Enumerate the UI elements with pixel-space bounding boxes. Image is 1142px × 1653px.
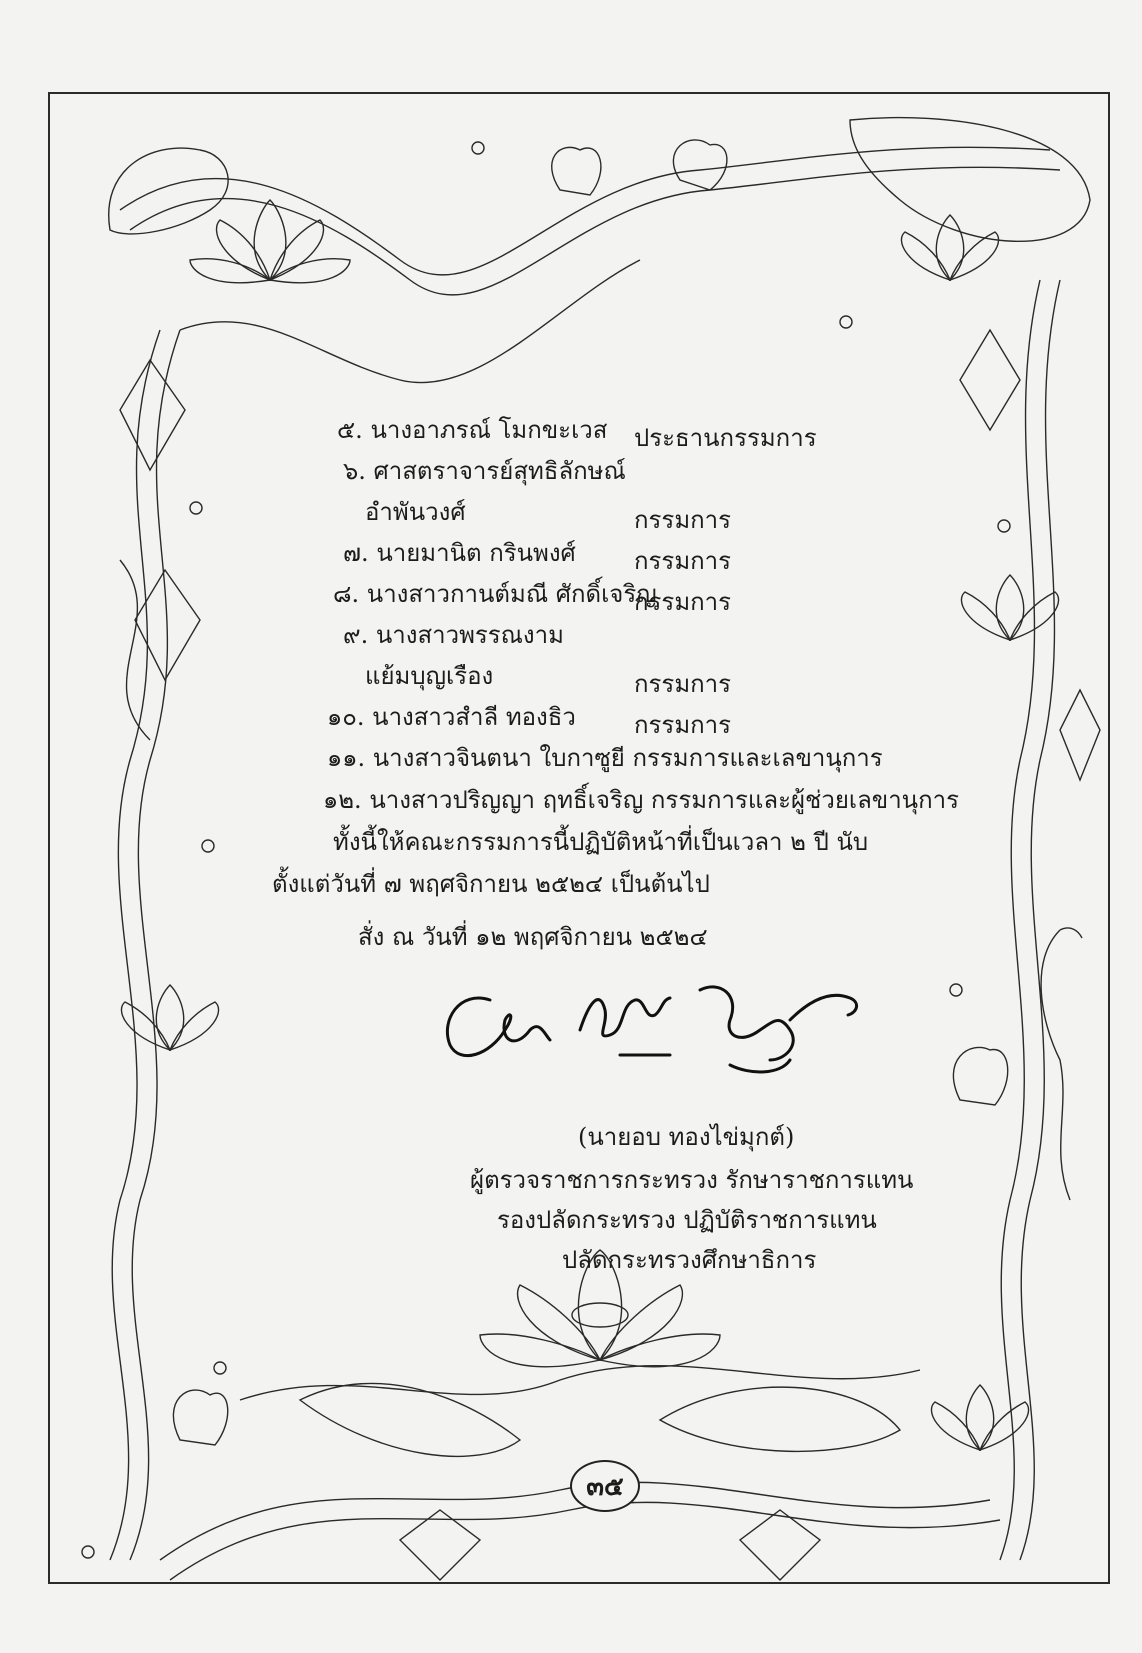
member-line-11 (327, 746, 883, 770)
member-line-6 (343, 459, 626, 483)
member-role: กรรมการ (634, 711, 732, 739)
member-number: ๑๑. (327, 744, 366, 772)
page-number: ๓๕ (570, 1460, 640, 1512)
member-line-9 (343, 623, 564, 647)
member-number: ๙. (343, 621, 369, 649)
member-name: ศาสตราจารย์สุทธิลักษณ์ (373, 457, 626, 485)
signatory-title-2: รองปลัดกระทรวง ปฏิบัติราชการแทน (497, 1206, 877, 1234)
member-role: ประธานกรรมการ (634, 424, 817, 452)
member-name: นางสาวจินตนา ใบกาซูยี กรรมการและเลขานุการ (372, 744, 883, 772)
member-number: ๑๒. (323, 786, 362, 814)
member-line-9-cont (365, 664, 493, 688)
member-name: นายมานิต กรินพงศ์ (376, 539, 576, 567)
member-line-5 (337, 418, 607, 442)
member-name: นางสาวปริญญา ฤทธิ์เจริญ กรรมการและผู้ช่วยเลขานุการ (369, 786, 959, 814)
member-name: นางสาวพรรณงาม (375, 621, 564, 649)
signatory-name: (นายอบ ทองไข่มุกต์) (578, 1123, 795, 1151)
member-line-10 (327, 705, 576, 729)
member-role: กรรมการ (634, 670, 732, 698)
member-line-8 (333, 582, 657, 606)
member-number: ๖. (343, 457, 366, 485)
member-name: นางอาภรณ์ โมกขะเวส (370, 416, 608, 444)
signatory-title-1: ผู้ตรวจราชการกระทรวง รักษาราชการแทน (470, 1166, 914, 1194)
member-number: ๕. (337, 416, 363, 444)
member-line-6-cont (365, 500, 466, 524)
signatory-title-3: ปลัดกระทรวงศึกษาธิการ (562, 1246, 817, 1274)
member-name: แย้มบุญเรือง (365, 662, 494, 690)
member-role: กรรมการ (634, 506, 732, 534)
member-number: ๑๐. (327, 703, 365, 731)
member-number: ๘. (333, 580, 360, 608)
member-line-12 (323, 788, 959, 812)
member-name: อำพันวงศ์ (365, 498, 466, 526)
member-line-7 (343, 541, 576, 565)
member-role: กรรมการ (634, 588, 732, 616)
handwritten-signature (430, 960, 910, 1090)
member-name: นางสาวกานต์มณี ศักดิ์เจริญ (366, 580, 657, 608)
order-date: สั่ง ณ วันที่ ๑๒ พฤศจิกายน ๒๕๒๔ (358, 923, 708, 951)
member-name: นางสาวสำลี ทองธิว (372, 703, 576, 731)
closing-line-2: ตั้งแต่วันที่ ๗ พฤศจิกายน ๒๕๒๔ เป็นต้นไป (272, 870, 710, 898)
member-number: ๗. (343, 539, 369, 567)
member-role: กรรมการ (634, 547, 732, 575)
closing-line-1: ทั้งนี้ให้คณะกรรมการนี้ปฏิบัติหน้าที่เป็นเวลา ๒ ปี นับ (333, 828, 869, 856)
